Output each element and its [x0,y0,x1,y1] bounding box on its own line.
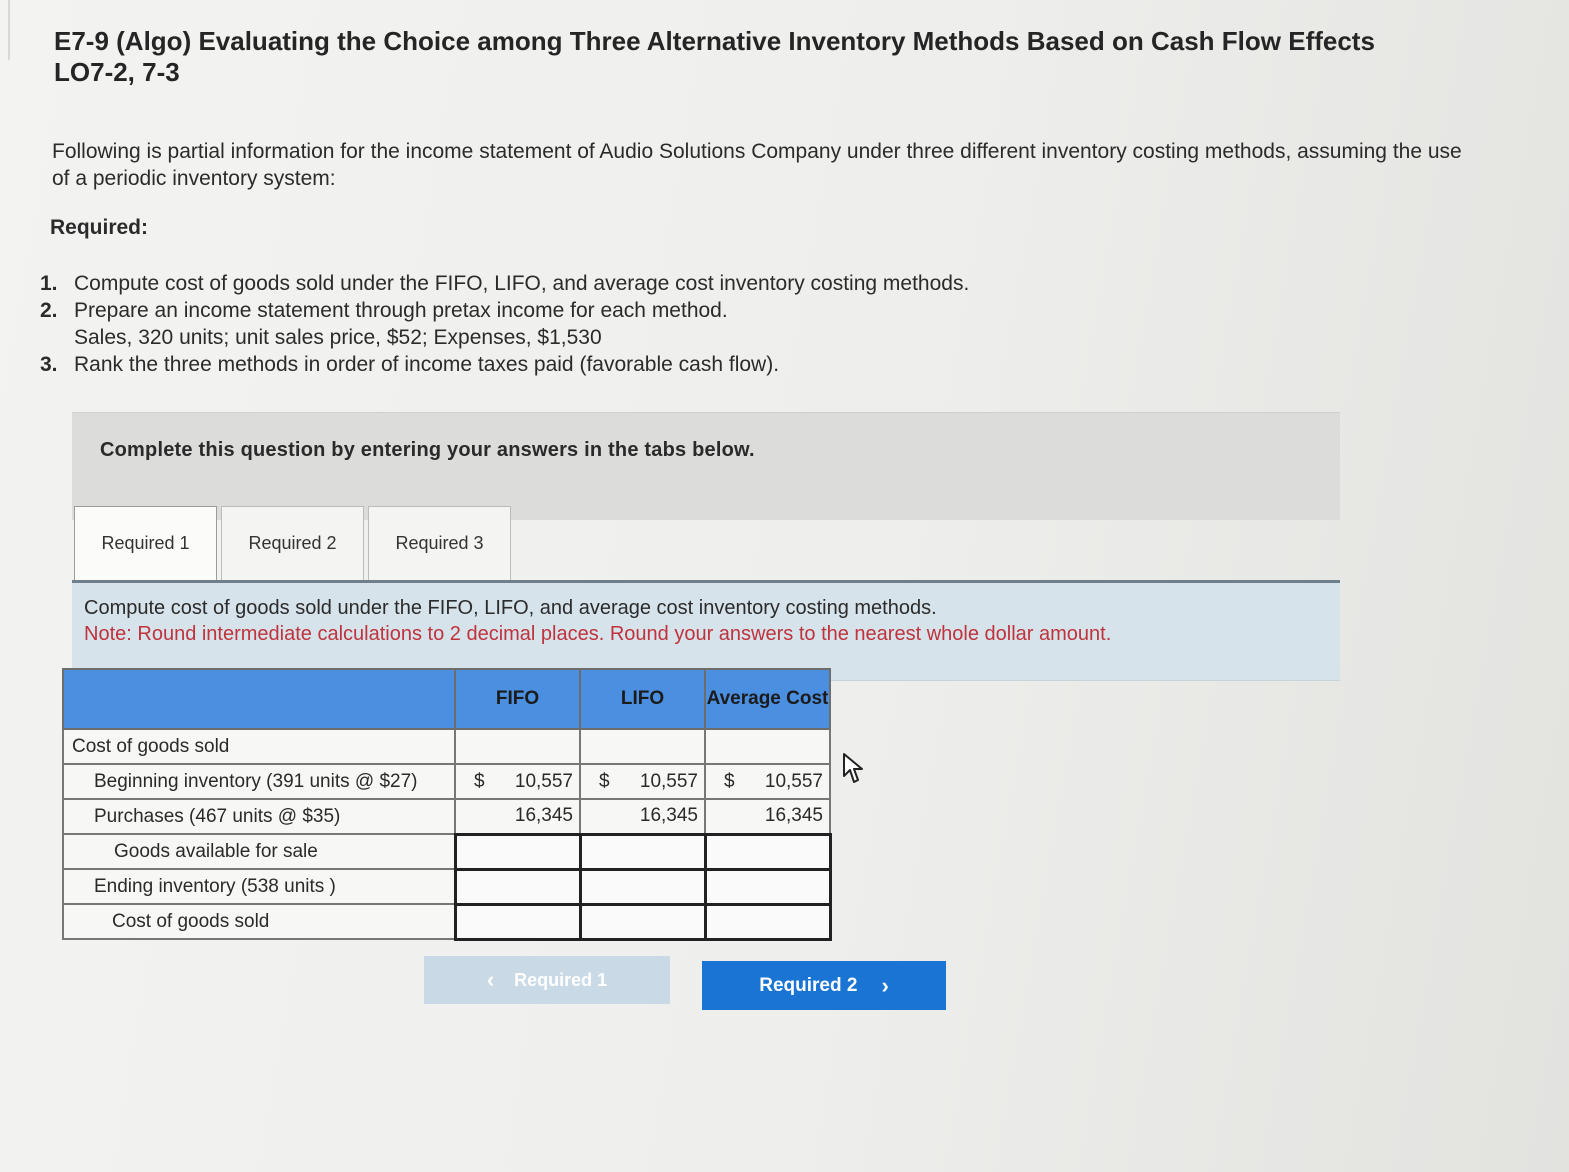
required-heading: Required: [50,216,149,239]
value-text: 10,557 [764,770,823,792]
tab-required-1[interactable]: Required 1 [74,506,217,580]
avg-ending-inventory-input[interactable] [707,871,829,903]
currency-symbol: $ [599,770,610,792]
fifo-value [455,764,580,799]
instruction-text: Complete this question by entering your answers in the tabs below. [100,439,755,461]
page-title: E7-9 (Algo) Evaluating the Choice among Three Alternative Inventory Methods Based on Cash Flow Effects LO7-2, 7-3 [54,26,1375,87]
header-blank [63,669,455,729]
fifo-goods-available-input-cell [455,834,580,869]
row-label: Ending inventory (538 units ) [63,869,455,904]
requirements-list [40,270,1140,378]
empty-cell [705,729,830,764]
empty-cell [580,729,705,764]
lifo-goods-available-input-cell [580,834,705,869]
header-average-cost: Average Cost [705,669,830,729]
cogs-table [62,668,832,941]
next-required-button[interactable] [702,961,946,1010]
requirement-item [40,270,1140,297]
page-edge [0,0,10,60]
fifo-ending-inventory-input[interactable] [457,871,579,903]
requirement-detail: Sales, 320 units; unit sales price, $52; Expenses, $1,530 [74,326,602,349]
fifo-ending-inventory-input-cell [455,869,580,904]
lifo-cogs-input-cell [580,904,705,939]
lifo-goods-available-input[interactable] [582,836,704,868]
value-text: 10,557 [514,770,573,792]
previous-required-button[interactable] [424,956,670,1004]
requirement-text: Prepare an income statement through pretax income for each method. [74,299,728,322]
requirement-item [40,297,1140,351]
lifo-cogs-input[interactable] [582,906,704,938]
row-label: Cost of goods sold [63,904,455,939]
tab-bar [74,506,515,582]
empty-cell [455,729,580,764]
currency-symbol: $ [474,770,485,792]
requirement-item [40,351,1140,378]
instruction-banner [72,412,1340,520]
mouse-pointer-icon [842,752,864,786]
table-row [63,799,830,834]
table-row [63,764,830,799]
table-row [63,834,830,869]
avg-cogs-input[interactable] [707,906,829,938]
avg-ending-inventory-input-cell [705,869,830,904]
lifo-value [580,764,705,799]
fifo-value: 16,345 [455,799,580,834]
tab-required-2[interactable]: Required 2 [221,506,364,580]
tab-required-3[interactable]: Required 3 [368,506,511,580]
section-label: Cost of goods sold [63,729,455,764]
fifo-cogs-input[interactable] [457,906,579,938]
row-label: Goods available for sale [63,834,455,869]
avg-value [705,764,830,799]
avg-value: 16,345 [705,799,830,834]
header-fifo: FIFO [455,669,580,729]
avg-cogs-input-cell [705,904,830,939]
next-button-label: Required 2 [759,974,858,996]
table-header-row [63,669,830,729]
requirement-number: 3. [40,353,58,376]
row-label: Beginning inventory (391 units @ $27) [63,764,455,799]
fifo-cogs-input-cell [455,904,580,939]
note-text [84,621,1111,647]
table-row [63,729,830,764]
table-row [63,869,830,904]
chevron-left-icon: ‹ [486,967,495,992]
requirement-text: Rank the three methods in order of income taxes paid (favorable cash flow). [74,353,780,376]
intro-text: Following is partial information for the income statement of Audio Solutions Company under three different inventory costing methods, assuming the use of a periodic inventory system: [52,140,1462,190]
header-lifo: LIFO [580,669,705,729]
chevron-right-icon: › [881,972,889,998]
avg-goods-available-input[interactable] [707,836,829,868]
row-label: Purchases (467 units @ $35) [63,799,455,834]
table-row [63,904,830,939]
note-body: Round intermediate calculations to 2 decimal places. Round your answers to the nearest whole dollar amount. [137,623,1112,645]
requirement-text: Compute cost of goods sold under the FIFO, LIFO, and average cost inventory costing methods. [74,272,970,295]
note-label: Note: [84,623,132,645]
question-prompt [72,583,1340,681]
fifo-goods-available-input[interactable] [457,836,579,868]
lifo-value: 16,345 [580,799,705,834]
avg-goods-available-input-cell [705,834,830,869]
prompt-text: Compute cost of goods sold under the FIFO, LIFO, and average cost inventory costing methods. [84,597,937,619]
lifo-ending-inventory-input[interactable] [582,871,704,903]
requirement-number: 1. [40,272,58,295]
requirement-number: 2. [40,299,58,322]
previous-button-label: Required 1 [514,969,608,990]
currency-symbol: $ [724,770,735,792]
lifo-ending-inventory-input-cell [580,869,705,904]
value-text: 10,557 [639,770,698,792]
